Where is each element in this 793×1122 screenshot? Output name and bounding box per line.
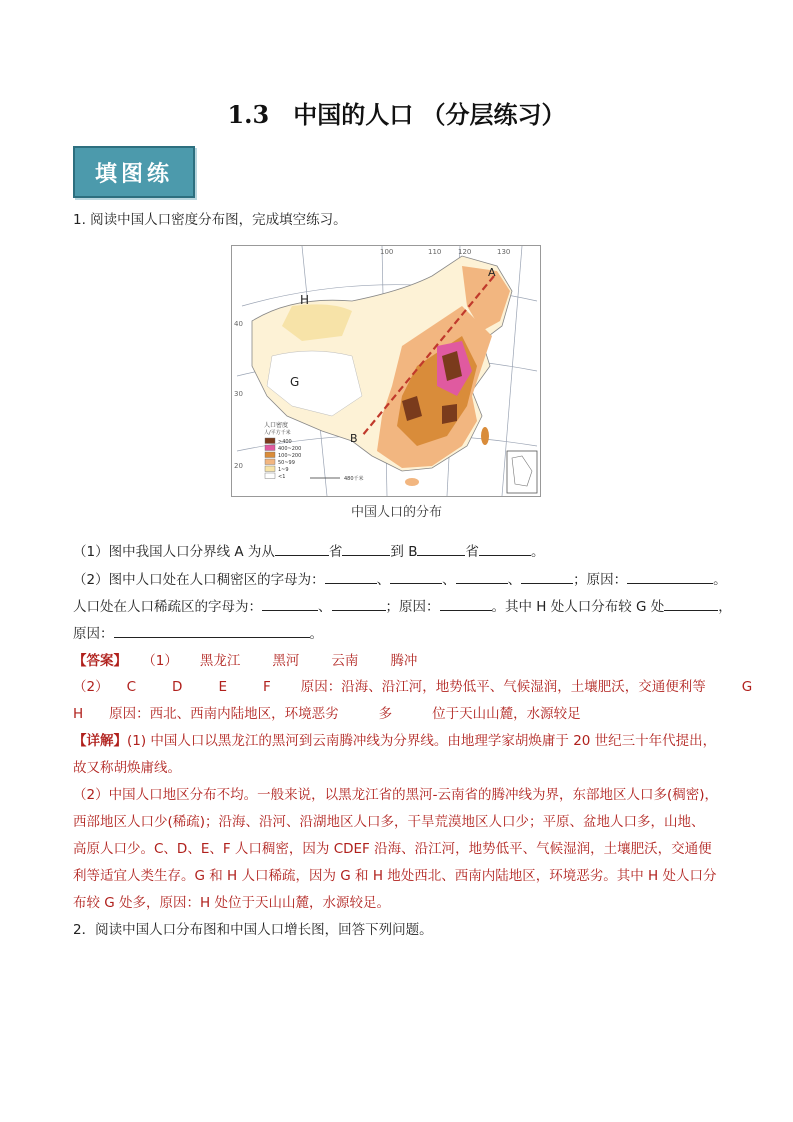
detail-line1 [73, 731, 716, 751]
sub2-line2-mid: 。其中 H 处人口分布较 G 处 [491, 599, 665, 615]
legend-label: 1~9 [278, 467, 289, 473]
answer-letter: H [73, 706, 84, 722]
comma: ， [718, 599, 732, 615]
blank-9[interactable] [627, 569, 713, 584]
detail-line2: 故又称胡焕庸线。 [73, 760, 181, 776]
map-caption: 中国人口的分布 [350, 505, 442, 520]
legend-title: 人口密度 [264, 422, 289, 429]
detail-text: (1) 中国人口以黑龙江的黑河到云南腾冲线为分界线。由地理学家胡焕庸于 20 世纪三十年代提出， [127, 733, 717, 749]
answer-letter: C [126, 679, 137, 695]
sep: 、 [376, 572, 391, 588]
sub2-line1-pre: （2）图中人口处在人口稠密区的字母为： [73, 572, 325, 588]
tick-20: 20 [234, 462, 243, 470]
tick-40: 40 [234, 320, 243, 328]
blank-5[interactable] [325, 569, 377, 584]
answer-1-item: 腾冲 [390, 653, 418, 669]
detail-line5: 高原人口少。C、D、E、F 人口稠密，因为 CDEF 沿海、沿江河，地势低平、气候湿润，土壤肥沃，交通便 [73, 841, 712, 857]
map-label-A: A [488, 266, 496, 279]
sub1-mid3: 省 [465, 544, 479, 560]
sub1-pre: （1）图中我国人口分界线 A 为从 [73, 544, 275, 560]
period: 。 [309, 626, 323, 642]
legend-swatch [265, 445, 275, 451]
legend-label: 100~200 [278, 453, 302, 459]
legend-label: 400~200 [278, 446, 302, 452]
sub1-mid1: 省 [328, 544, 343, 560]
q1-sub2-line2 [73, 596, 732, 617]
map-label-H: H [300, 293, 310, 307]
blank-8[interactable] [521, 569, 573, 584]
legend-swatch [265, 459, 275, 465]
map-label-G: G [290, 375, 300, 389]
legend-label: >400 [278, 439, 292, 445]
answer-1-num: （1） [149, 653, 178, 669]
answer-1-item: 黑龙江 [199, 653, 241, 669]
q1-prompt: 1. 阅读中国人口密度分布图，完成填空练习。 [73, 212, 347, 228]
legend-swatch [265, 452, 275, 458]
blank-11[interactable] [332, 596, 386, 611]
blank-1[interactable] [275, 541, 329, 556]
page-title: 1.3 中国的人口 （分层练习） [227, 100, 566, 129]
blank-14[interactable] [114, 623, 310, 638]
sub1-mid2: 到 B [390, 544, 418, 560]
sep: 、 [442, 572, 456, 588]
sep: 、 [507, 572, 522, 588]
answer-line3 [73, 704, 581, 724]
population-density-map [231, 245, 541, 497]
legend-swatch [265, 438, 275, 444]
answer-2-reason: 原因：沿海、沿江河，地势低平、气候湿润，土壤肥沃，交通便利等 [300, 679, 706, 695]
blank-6[interactable] [390, 569, 442, 584]
detail-label: 【详解】 [73, 733, 127, 749]
answer-2-reason2: 原因：西北、西南内陆地区，环境恶劣 [109, 706, 339, 722]
legend-swatch [265, 466, 275, 472]
legend-swatch [265, 473, 275, 479]
sub1-end: 。 [530, 544, 545, 560]
answer-letter: F [262, 679, 271, 695]
semi: ；原因： [385, 599, 440, 615]
answer-letter: D [172, 679, 183, 695]
tick-130: 130 [497, 248, 511, 256]
answer-2-reason3: 位于天山山麓，水源较足 [432, 706, 581, 722]
detail-line3: （2）中国人口地区分布不均。一般来说，以黑龙江省的黑河-云南省的腾冲线为界，东部地区人口多(稠密)， [73, 787, 718, 803]
map-label-B: B [350, 432, 358, 445]
sub2-line2-pre: 人口处在人口稀疏区的字母为： [73, 599, 262, 615]
detail-line7: 布较 G 处多，原因：H 处位于天山山麓，水源较足。 [73, 895, 390, 911]
answer-2-more: 多 [378, 706, 393, 722]
legend-scale: 480千米 [344, 476, 364, 482]
period: 。 [713, 572, 727, 588]
blank-13[interactable] [664, 596, 718, 611]
semi: ；原因： [573, 572, 628, 588]
detail-line6: 利等适宜人类生存。G 和 H 人口稀疏，因为 G 和 H 地处西北、西南内陆地区，环境恶劣。其中 H 处人口分 [73, 868, 717, 884]
q2-prompt: 2．阅读中国人口分布图和中国人口增长图，回答下列问题。 [73, 922, 433, 938]
answer-line2 [73, 677, 752, 697]
q1-sub2-line1 [73, 569, 727, 590]
detail-line4: 西部地区人口少(稀疏)；沿海、沿河、沿湖地区人口多，干旱荒漠地区人口少；平原、盆地人口多，山地、 [73, 814, 705, 830]
blank-7[interactable] [456, 569, 508, 584]
tick-110: 110 [428, 248, 442, 256]
answer-1-item: 云南 [331, 653, 359, 669]
blank-12[interactable] [440, 596, 492, 611]
sep: 、 [318, 599, 332, 615]
answer-line1 [73, 651, 417, 671]
q1-sub2-line3 [73, 623, 323, 644]
map-figure [232, 246, 541, 497]
answer-1-item: 黑河 [272, 653, 300, 669]
tick-30: 30 [234, 390, 243, 398]
tick-100: 100 [380, 248, 394, 256]
answer-letter: E [218, 679, 227, 695]
answer-label: 【答案】 [73, 653, 127, 669]
q1-sub1 [73, 541, 544, 562]
answer-2-num: （2） [73, 679, 109, 695]
section-label-box: 填图练 [73, 146, 195, 198]
south-sea-inset [507, 451, 537, 493]
legend-unit: 人/平方千米 [264, 430, 291, 436]
answer-letter: G [741, 679, 753, 695]
sub2-line3-pre: 原因： [73, 626, 114, 642]
blank-2[interactable] [342, 541, 390, 556]
tick-120: 120 [458, 248, 472, 256]
blank-10[interactable] [262, 596, 318, 611]
blank-3[interactable] [417, 541, 465, 556]
legend-label: <1 [278, 474, 286, 480]
blank-4[interactable] [479, 541, 531, 556]
legend-label: 50~99 [278, 460, 295, 466]
